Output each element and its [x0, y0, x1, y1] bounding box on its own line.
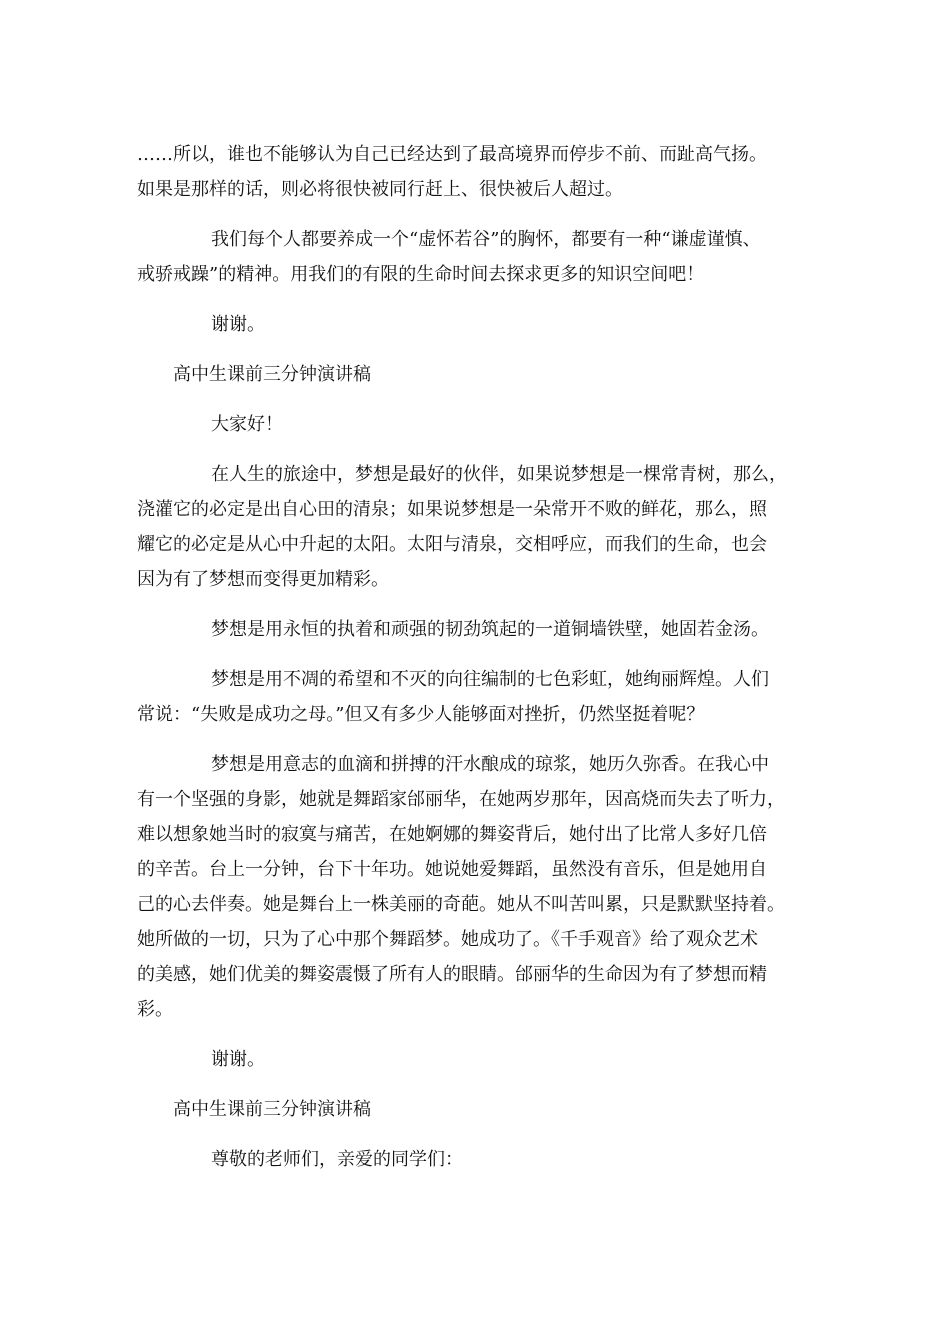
- paragraph: [137, 612, 827, 647]
- closing-thanks: [137, 1042, 827, 1077]
- text-line: 在人生的旅途中，梦想是最好的伙伴，如果说梦想是一棵常青树，那么，: [211, 464, 787, 485]
- text-line: 浇灌它的必定是出自心田的清泉；如果说梦想是一朵常开不败的鲜花，那么，照: [137, 499, 767, 520]
- text-line: ……所以，谁也不能够认为自己已经达到了最高境界而停步不前、而趾高气扬。: [137, 144, 767, 165]
- text-line: 难以想象她当时的寂寞与痛苦，在她婀娜的舞姿背后，她付出了比常人多好几倍: [137, 824, 767, 845]
- text-line: 她所做的一切，只为了心中那个舞蹈梦。她成功了。《千手观音》给了观众艺术: [137, 929, 758, 950]
- text-line: 谢谢。: [211, 314, 265, 335]
- text-line: 如果是那样的话，则必将很快被同行赶上、很快被后人超过。: [137, 179, 623, 200]
- paragraph: [137, 662, 827, 732]
- text-line: 尊敬的老师们，亲爱的同学们：: [211, 1149, 463, 1170]
- text-line: 因为有了梦想而变得更加精彩。: [137, 569, 389, 590]
- text-line: 彩。: [137, 999, 173, 1020]
- section-title: [137, 1092, 827, 1127]
- section-title: [137, 357, 827, 392]
- text-line: 梦想是用不凋的希望和不灭的向往编制的七色彩虹，她绚丽辉煌。人们: [211, 669, 769, 690]
- text-line: 的辛苦。台上一分钟，台下十年功。她说她爱舞蹈，虽然没有音乐，但是她用自: [137, 859, 767, 880]
- text-line: 大家好！: [211, 414, 283, 435]
- document-page: [137, 137, 827, 1192]
- text-line: 谢谢。: [211, 1049, 265, 1070]
- paragraph: [137, 222, 827, 292]
- text-line: 高中生课前三分钟演讲稿: [173, 1099, 371, 1120]
- text-line: 高中生课前三分钟演讲稿: [173, 364, 371, 385]
- text-line: 戒骄戒躁”的精神。用我们的有限的生命时间去探求更多的知识空间吧！: [137, 264, 705, 285]
- paragraph: [137, 137, 827, 207]
- text-line: 己的心去伴奏。她是舞台上一株美丽的奇葩。她从不叫苦叫累，只是默默坚持着。: [137, 894, 785, 915]
- text-line: 梦想是用永恒的执着和顽强的韧劲筑起的一道铜墙铁壁，她固若金汤。: [211, 619, 769, 640]
- paragraph: [137, 457, 827, 597]
- text-line: 的美感，她们优美的舞姿震慑了所有人的眼睛。邰丽华的生命因为有了梦想而精: [137, 964, 767, 985]
- text-line: 梦想是用意志的血滴和拼搏的汗水酿成的琼浆，她历久弥香。在我心中: [211, 754, 769, 775]
- greeting: [137, 1142, 827, 1177]
- text-line: 我们每个人都要养成一个“虚怀若谷”的胸怀，都要有一种“谦虚谨慎、: [211, 229, 761, 250]
- text-line: 耀它的必定是从心中升起的太阳。太阳与清泉，交相呼应，而我们的生命，也会: [137, 534, 767, 555]
- paragraph: [137, 747, 827, 1027]
- closing-thanks: [137, 307, 827, 342]
- text-line: 有一个坚强的身影，她就是舞蹈家邰丽华，在她两岁那年，因高烧而失去了听力，: [137, 789, 785, 810]
- text-line: 常说：“失败是成功之母。”但又有多少人能够面对挫折，仍然坚挺着呢？: [137, 704, 705, 725]
- greeting: [137, 407, 827, 442]
